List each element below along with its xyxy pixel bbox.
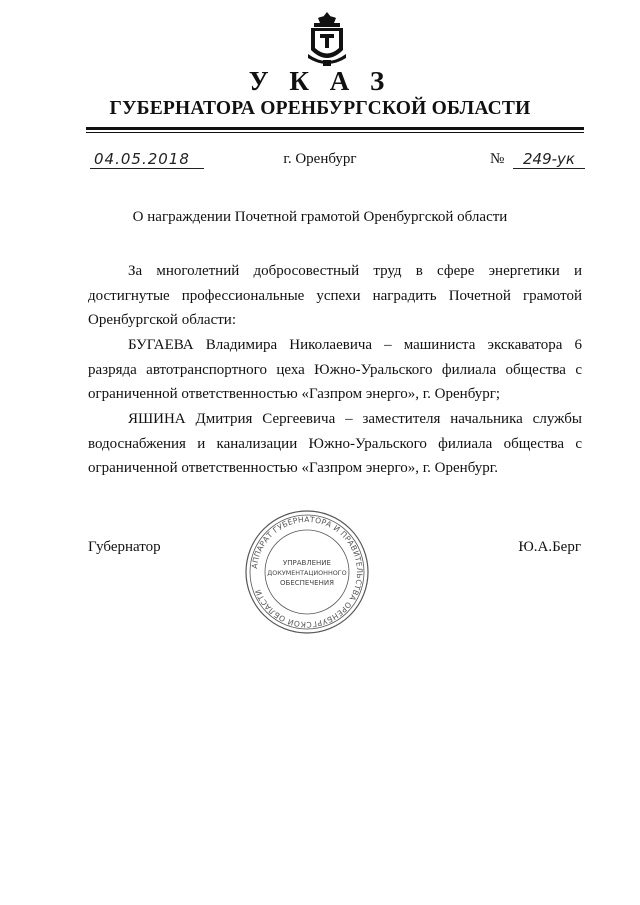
document-city: г. Оренбург xyxy=(283,151,357,167)
svg-text:АППАРАТ ГУБЕРНАТОРА И ПРАВИТЕЛ: АППАРАТ ГУБЕРНАТОРА И ПРАВИТЕЛЬСТВА ОРЕНБУРГСКОЙ ОБЛАСТИ xyxy=(250,514,365,630)
svg-text:УПРАВЛЕНИЕ: УПРАВЛЕНИЕ xyxy=(283,559,331,567)
issuer-title: ГУБЕРНАТОРА ОРЕНБУРГСКОЙ ОБЛАСТИ xyxy=(109,98,531,119)
document-date: 04.05.2018 xyxy=(90,150,204,169)
document-number: 249-ук xyxy=(513,150,585,169)
document-subject: О награждении Почетной грамотой Оренбургской области xyxy=(132,209,508,225)
svg-text:ОБЕСПЕЧЕНИЯ: ОБЕСПЕЧЕНИЯ xyxy=(280,579,334,587)
svg-text:ДОКУМЕНТАЦИОННОГО: ДОКУМЕНТАЦИОННОГО xyxy=(267,569,347,577)
document-type-title: У К А З xyxy=(248,66,392,96)
body-paragraph-intro: За многолетний добросовестный труд в сфере энергетики и достигнутые профессиональные успехи наградить Почетной грамотой Оренбургской области: xyxy=(88,263,582,328)
signatory-title: Губернатор xyxy=(88,539,161,555)
header-divider-thin xyxy=(86,132,584,133)
number-label: № xyxy=(490,151,505,167)
official-stamp xyxy=(244,509,370,635)
body-paragraph-awardee-2: ЯШИНА Дмитрия Сергеевича – заместителя начальника службы водоснабжения и канализации Южно-Уральского филиала общества с ограниченной ответственностью «Газпром энерго», г. Оренбург. xyxy=(88,411,582,476)
signatory-name: Ю.А.Берг xyxy=(518,539,581,555)
header-divider-thick xyxy=(86,127,584,130)
body-paragraph-awardee-1: БУГАЕВА Владимира Николаевича – машиниста экскаватора 6 разряда автотранспортного цеха Южно-Уральского филиала общества с ограниченной ответственностью «Газпром энерго», г. Оренбург; xyxy=(88,337,582,402)
coat-of-arms-icon xyxy=(306,10,348,68)
